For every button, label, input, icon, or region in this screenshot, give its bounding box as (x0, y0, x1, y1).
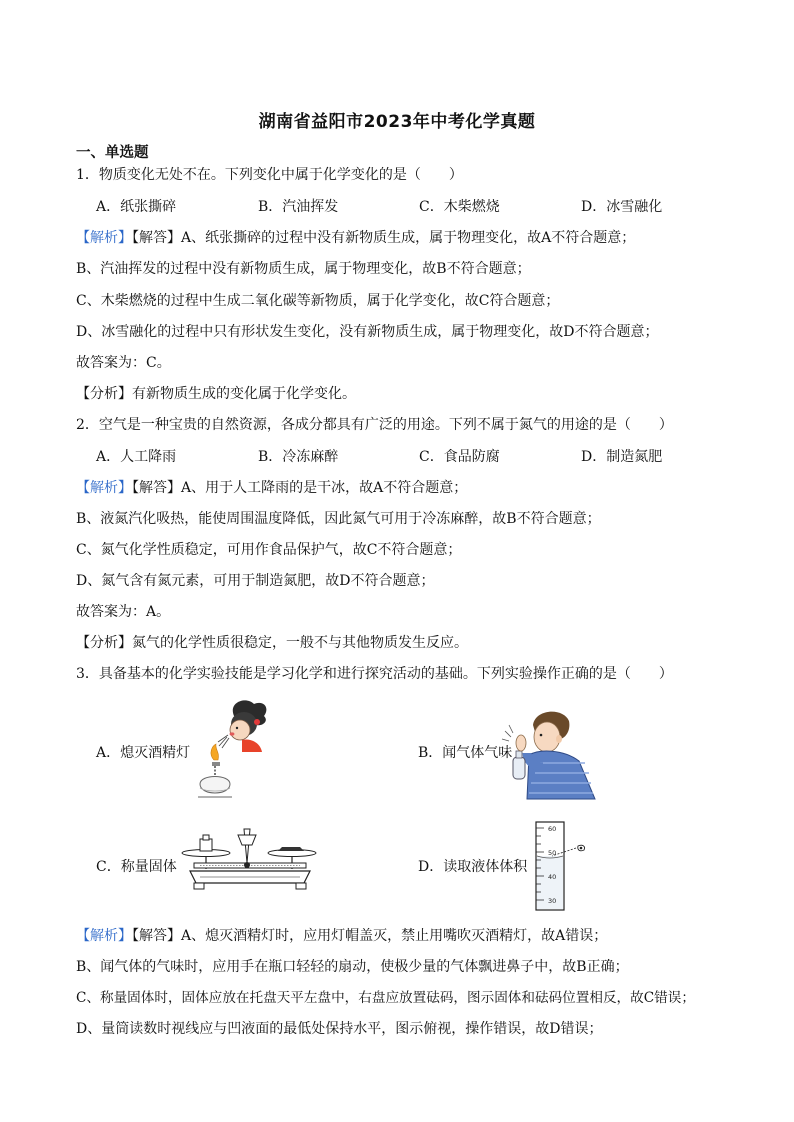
cylinder-tick-label: 30 (548, 897, 557, 905)
q2-answer-line: B、液氮汽化吸热，能使周围温度降低，因此氮气可用于冷冻麻醉，故B不符合题意； (76, 511, 601, 527)
q3-answer-line: B、闻气体的气味时，应用手在瓶口轻轻的扇动，使极少量的气体飘进鼻子中，故B正确； (76, 959, 629, 975)
analysis-tag: 【解析】 (76, 480, 132, 496)
q1-analysis: 【分析】有新物质生成的变化属于化学变化。 (76, 386, 356, 402)
q2-analysis: 【分析】氮气的化学性质很稳定，一般不与其他物质发生反应。 (76, 635, 468, 651)
q3-option-d: D．读取液体体积 (418, 859, 528, 875)
q3-answer-line: C、称量固体时，固体应放在托盘天平左盘中，右盘应放置砝码，图示固体和砝码位置相反，故C错误； (76, 990, 695, 1006)
page-title: 湖南省益阳市2023年中考化学真题 (258, 112, 536, 132)
q1-answer-line: C、木柴燃烧的过程中生成二氧化碳等新物质，属于化学变化，故C符合题意； (76, 293, 560, 309)
q3-option-b: B．闻气体气味 (418, 745, 513, 761)
analysis-tag: 【解析】 (76, 928, 132, 944)
analysis-tag: 【解析】 (76, 230, 132, 246)
q3-option-a: A．熄灭酒精灯 (96, 745, 191, 761)
q3-answer-line: 【解析】【解答】A、熄灭酒精灯时，应用灯帽盖灭，禁止用嘴吹灭酒精灯，故A错误； (76, 928, 608, 944)
cylinder-tick-label: 40 (548, 873, 557, 881)
q3-option-c: C．称量固体 (96, 859, 177, 875)
q2-option-d: D．制造氮肥 (581, 449, 663, 465)
q2-option-b: B．冷冻麻醉 (258, 449, 339, 465)
q2-answer-final: 故答案为：A。 (76, 604, 171, 620)
q1-answer-line: 【解析】【解答】A、纸张撕碎的过程中没有新物质生成，属于物理变化，故A不符合题意； (76, 230, 636, 246)
balance-illustration (180, 827, 320, 895)
smelling-gas-illustration (499, 703, 601, 805)
question-3-stem: 3．具备基本的化学实验技能是学习化学和进行探究活动的基础。下列实验操作正确的是（ ） (76, 666, 673, 682)
q1-answer-final: 故答案为：C。 (76, 355, 171, 371)
graduated-cylinder-illustration (522, 820, 590, 914)
q1-option-a: A．纸张撕碎 (96, 199, 177, 215)
q1-option-c: C．木柴燃烧 (419, 199, 500, 215)
q2-option-a: A．人工降雨 (96, 449, 177, 465)
q2-answer-line: D、氮气含有氮元素，可用于制造氮肥，故D不符合题意； (76, 573, 435, 589)
question-1-stem: 1．物质变化无处不在。下列变化中属于化学变化的是（ ） (76, 167, 463, 183)
q3-answer-line: D、量筒读数时视线应与凹液面的最低处保持水平，图示俯视，操作错误，故D错误； (76, 1021, 603, 1037)
q2-option-c: C．食品防腐 (419, 449, 500, 465)
q1-answer-line: D、冰雪融化的过程中只有形状发生变化，没有新物质生成，属于物理变化，故D不符合题意； (76, 324, 659, 340)
cylinder-tick-label: 60 (548, 825, 557, 833)
section-heading: 一、单选题 (76, 145, 149, 161)
q2-answer-line: 【解析】【解答】A、用于人工降雨的是干冰，故A不符合题意； (76, 480, 468, 496)
q1-answer-line: B、汽油挥发的过程中没有新物质生成，属于物理变化，故B不符合题意； (76, 261, 531, 277)
blowing-lamp-illustration (194, 698, 274, 804)
q1-option-b: B．汽油挥发 (258, 199, 339, 215)
cylinder-tick-label: 50 (548, 849, 557, 857)
q2-answer-line: C、氮气化学性质稳定，可用作食品保护气，故C不符合题意； (76, 542, 462, 558)
question-2-stem: 2．空气是一种宝贵的自然资源，各成分都具有广泛的用途。下列不属于氮气的用途的是（ ） (76, 417, 673, 433)
q1-option-d: D．冰雪融化 (581, 199, 663, 215)
